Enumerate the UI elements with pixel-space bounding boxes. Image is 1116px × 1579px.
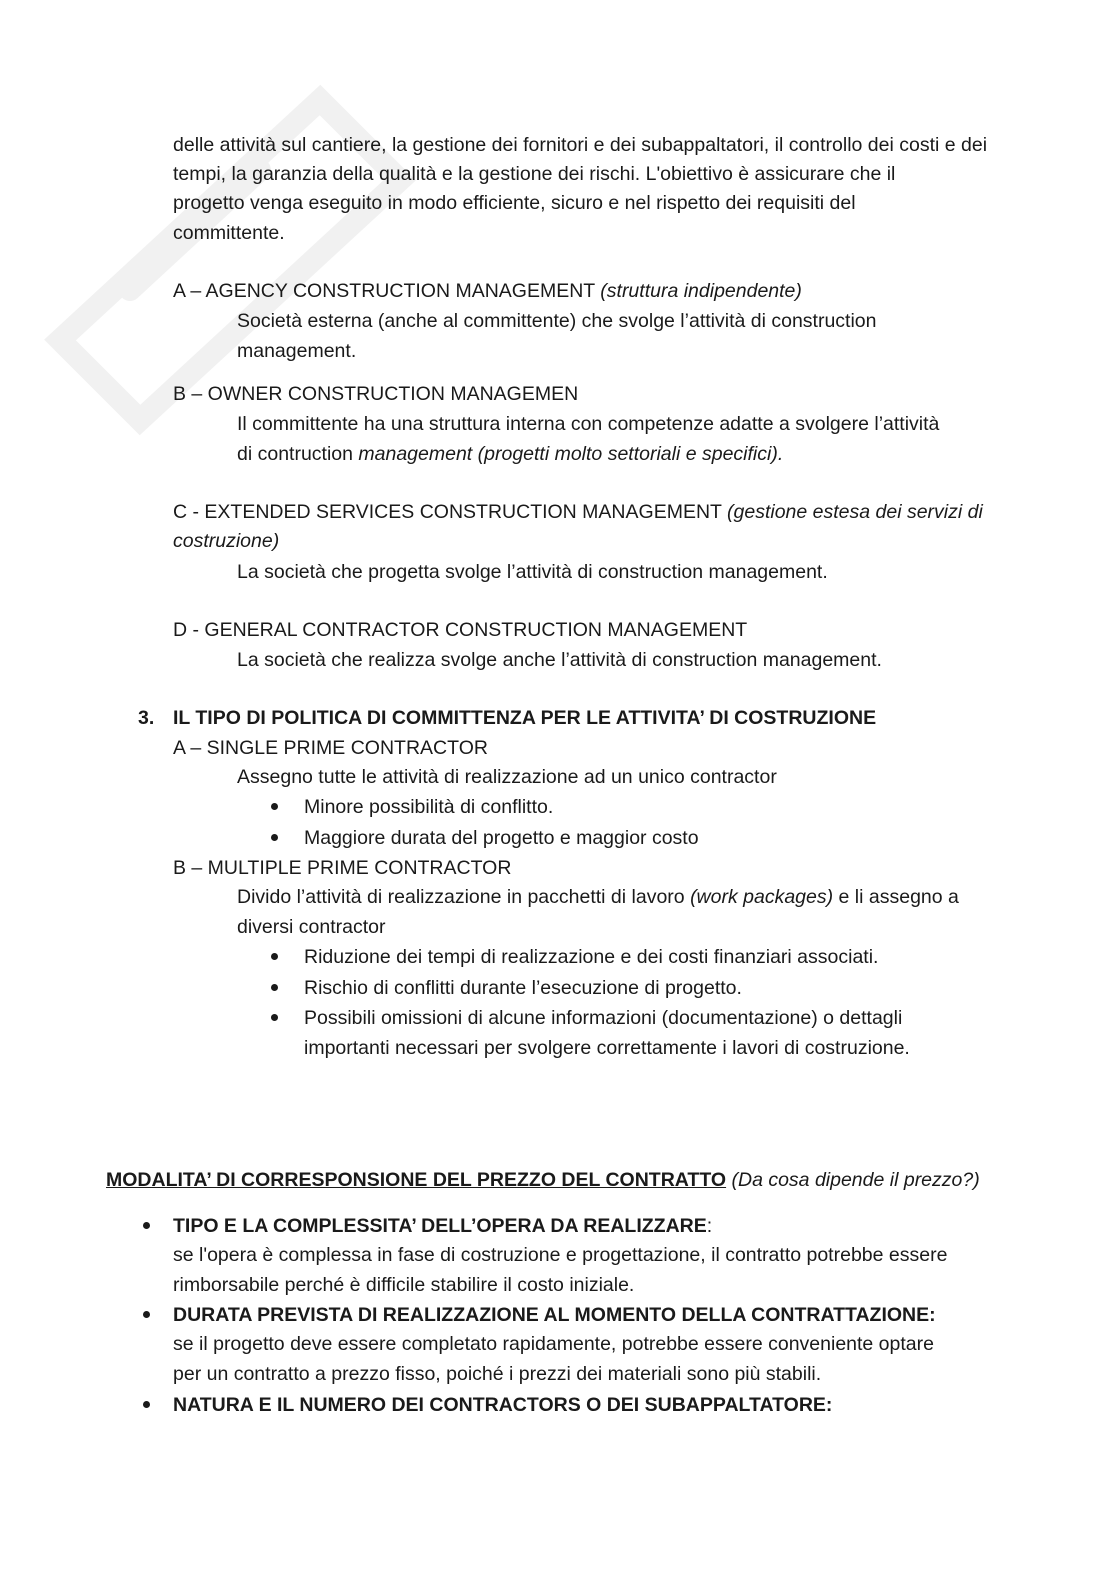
s3-b-bullet-3-cont: importanti necessari per svolgere correttamente i lavori di costruzione. bbox=[304, 1037, 910, 1059]
s3-a-bullet-1: Minore possibilità di conflitto. bbox=[304, 796, 554, 818]
cm-c-heading bbox=[173, 500, 983, 524]
section-3-title: IL TIPO DI POLITICA DI COMMITTENZA PER LE ATTIVITA’ DI COSTRUZIONE bbox=[173, 707, 877, 729]
modalita-item-2-line-1: se il progetto deve essere completato rapidamente, potrebbe essere conveniente optare bbox=[173, 1333, 934, 1355]
s3-b-desc-end: e li assegno a bbox=[833, 886, 959, 908]
cm-a-heading-note: (struttura indipendente) bbox=[600, 280, 802, 302]
cm-c-heading-cont: costruzione) bbox=[173, 530, 280, 552]
cm-d-heading: D - GENERAL CONTRACTOR CONSTRUCTION MANAGEMENT bbox=[173, 619, 748, 641]
s3-b-bullet-1: Riduzione dei tempi di realizzazione e dei costi finanziari associati. bbox=[304, 946, 879, 968]
cm-c-heading-text: C - EXTENDED SERVICES CONSTRUCTION MANAGEMENT bbox=[173, 501, 728, 523]
s3-b-bullet-2: Rischio di conflitti durante l’esecuzione di progetto. bbox=[304, 977, 742, 999]
modalita-item-2-heading: DURATA PREVISTA DI REALIZZAZIONE AL MOMENTO DELLA CONTRATTAZIONE: bbox=[173, 1304, 936, 1326]
s3-b-bullet-3: Possibili omissioni di alcune informazioni (documentazione) o dettagli bbox=[304, 1007, 903, 1029]
cm-a-line-1: Società esterna (anche al committente) che svolge l’attività di construction bbox=[237, 310, 877, 332]
cm-a-line-2: management. bbox=[237, 340, 357, 362]
modalita-title bbox=[106, 1168, 980, 1192]
cm-a-heading bbox=[173, 279, 802, 303]
modalita-title-text: MODALITA’ DI CORRESPONSIONE DEL PREZZO DEL CONTRATTO bbox=[106, 1169, 727, 1191]
s3-b-desc-2: diversi contractor bbox=[237, 916, 386, 938]
cm-b-line-1: Il committente ha una struttura interna con competenze adatte a svolgere l’attività bbox=[237, 413, 940, 435]
bullet-icon bbox=[271, 953, 278, 960]
bullet-icon bbox=[271, 984, 278, 991]
modalita-item-3-heading: NATURA E IL NUMERO DEI CONTRACTORS O DEI SUBAPPALTATORE: bbox=[173, 1394, 833, 1416]
bullet-icon bbox=[143, 1222, 150, 1229]
s3-b-desc-1 bbox=[237, 885, 959, 909]
cm-a-heading-text: A – AGENCY CONSTRUCTION MANAGEMENT bbox=[173, 280, 601, 302]
modalita-item-1-line-1: se l'opera è complessa in fase di costruzione e progettazione, il contratto potrebbe essere bbox=[173, 1244, 948, 1266]
bullet-icon bbox=[271, 1014, 278, 1021]
s3-b-desc-text: Divido l’attività di realizzazione in pacchetti di lavoro bbox=[237, 886, 691, 908]
intro-line-1: delle attività sul cantiere, la gestione dei fornitori e dei subappaltatori, il controllo dei costi e dei bbox=[173, 134, 988, 156]
intro-line-4: committente. bbox=[173, 222, 285, 244]
cm-d-line: La società che realizza svolge anche l’attività di construction management. bbox=[237, 649, 882, 671]
modalita-item-2-line-2: per un contratto a prezzo fisso, poiché i prezzi dei materiali sono più stabili. bbox=[173, 1363, 822, 1385]
bullet-icon bbox=[271, 803, 278, 810]
s3-b-desc-note: (work packages) bbox=[690, 886, 834, 908]
cm-b-line-2-text: di contruction bbox=[237, 443, 359, 465]
cm-b-line-2-note: management (progetti molto settoriali e specifici). bbox=[358, 443, 784, 465]
cm-c-heading-note: (gestione estesa dei servizi di bbox=[727, 501, 983, 523]
modalita-item-1-heading-text: TIPO E LA COMPLESSITA’ DELL’OPERA DA REALIZZARE bbox=[173, 1215, 707, 1237]
modalita-item-1-line-2: rimborsabile perché è difficile stabilire il costo iniziale. bbox=[173, 1274, 635, 1296]
modalita-subtitle: (Da cosa dipende il prezzo?) bbox=[726, 1169, 980, 1191]
section-3-number: 3. bbox=[138, 707, 155, 729]
cm-c-line: La società che progetta svolge l’attività di construction management. bbox=[237, 561, 828, 583]
intro-line-2: tempi, la garanzia della qualità e la gestione dei rischi. L'obiettivo è assicurare che il bbox=[173, 163, 896, 185]
s3-a-heading: A – SINGLE PRIME CONTRACTOR bbox=[173, 737, 488, 759]
modalita-item-1-suffix: : bbox=[706, 1215, 713, 1237]
cm-b-line-2 bbox=[237, 442, 783, 466]
bullet-icon bbox=[271, 834, 278, 841]
bullet-icon bbox=[143, 1401, 150, 1408]
bullet-icon bbox=[143, 1311, 150, 1318]
s3-a-bullet-2: Maggiore durata del progetto e maggior costo bbox=[304, 827, 699, 849]
s3-b-heading: B – MULTIPLE PRIME CONTRACTOR bbox=[173, 857, 512, 879]
modalita-item-1-heading bbox=[173, 1214, 712, 1238]
s3-a-desc: Assegno tutte le attività di realizzazione ad un unico contractor bbox=[237, 766, 777, 788]
cm-b-heading: B – OWNER CONSTRUCTION MANAGEMEN bbox=[173, 383, 579, 405]
intro-line-3: progetto venga eseguito in modo efficiente, sicuro e nel rispetto dei requisiti del bbox=[173, 192, 856, 214]
